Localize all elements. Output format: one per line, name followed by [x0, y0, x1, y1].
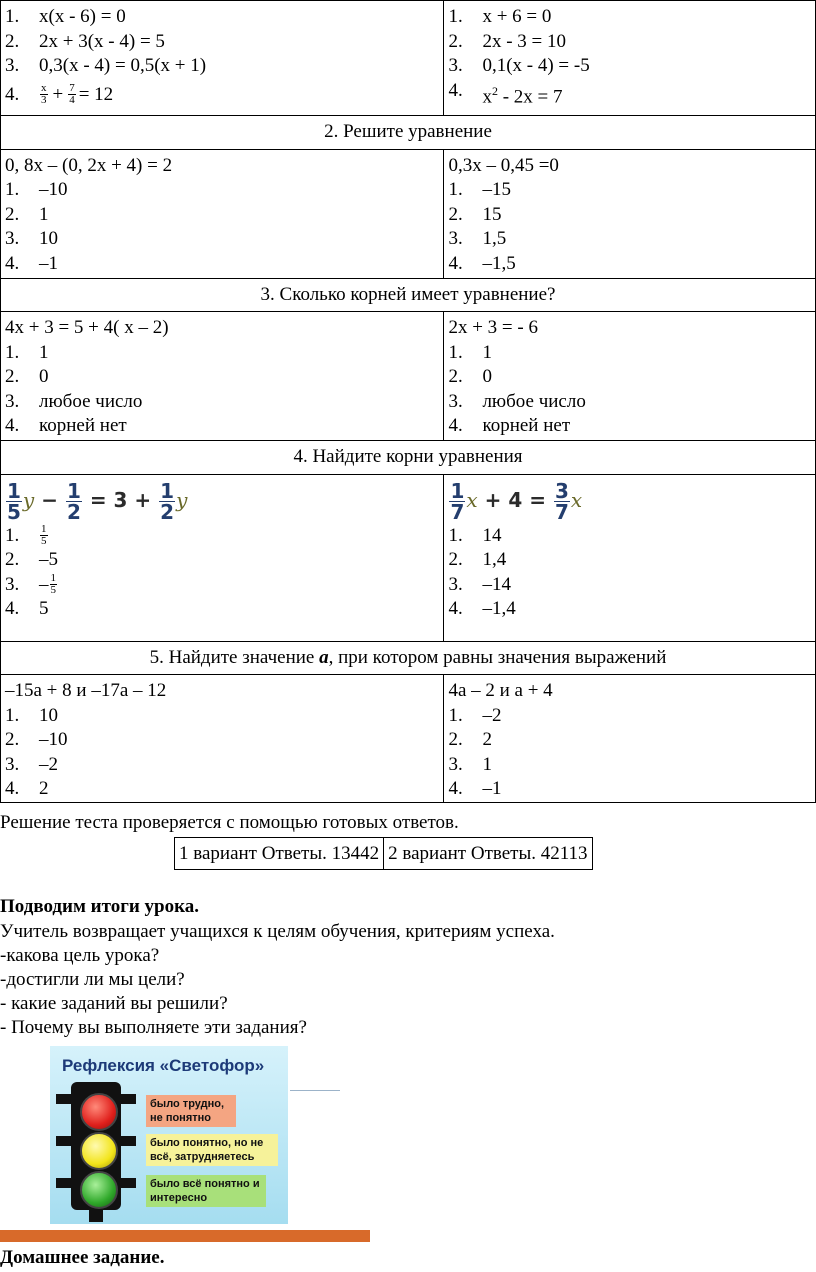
answer-variant-1: 1 вариант Ответы. 13442 — [175, 838, 384, 870]
fraction: $\frac{1}{5}$ — [50, 572, 56, 597]
list-item: 3. 0,3(x - 4) = 0,5(x + 1) — [5, 55, 207, 76]
list-item: 3. 1 — [448, 753, 492, 775]
fraction: $\frac{x}{3}$ — [41, 82, 47, 107]
equation: $\frac{1}{5}$ y − $\frac{1}{2}$ = 3 + $\frac{1}{2}$ y — [7, 478, 188, 524]
list-item: 4. 5 — [5, 598, 49, 619]
list-item: 2. 1,4 — [448, 549, 507, 570]
list-item: 3. 10 — [5, 228, 58, 249]
list-item: 4. корней нет — [448, 415, 571, 436]
list-item: 4. –1 — [448, 778, 502, 799]
q2-title: 2. Решите уравнение — [1, 116, 816, 150]
row-q5 — [1, 675, 816, 803]
q1-left — [1, 1, 444, 116]
summary-text: Учитель возвращает учащихся к целям обучения, критериям успеха. -какова цель урока? -достигли ли мы цели? - какие заданий вы решили? - Почему вы выполняете эти задания? — [0, 921, 555, 1038]
list-item: 3. 0,1(x - 4) = -5 — [448, 55, 590, 76]
list-item: 4. 2 — [5, 778, 49, 799]
list-item: 1. 1 — [5, 341, 49, 363]
label-yellow: было понятно, но не всё, затрудняетесь — [146, 1134, 278, 1166]
list-item: 1. 1 — [448, 341, 492, 363]
list-item: 3. любое число — [5, 390, 143, 412]
homework-title: Домашнее задание. — [0, 1247, 165, 1268]
yellow-light-icon — [80, 1132, 118, 1170]
list-item: 2. 1 — [5, 203, 49, 225]
list-item: 4. –1 — [5, 252, 58, 274]
q1-right — [444, 1, 816, 116]
equation: $\frac{1}{7}$ x + 4 = $\frac{3}{7}$ x — [450, 478, 583, 524]
row-q3 — [1, 312, 816, 441]
list-item: 2. 15 — [448, 203, 502, 225]
divider — [290, 1090, 340, 1091]
q4-title: 4. Найдите корни уравнения — [1, 441, 816, 475]
list-item: 1. x(x - 6) = 0 — [5, 6, 126, 27]
summary-title: Подводим итоги урока. — [0, 896, 200, 917]
list-item: 1. –15 — [448, 179, 511, 200]
q3-right: 2х + 3 = - 6 1. 1 2. 0 3. любое число 4. корней нет — [444, 312, 816, 441]
green-light-icon — [80, 1171, 118, 1209]
list-item: 3. –14 — [448, 573, 511, 595]
q2-left: 0, 8х – (0, 2х + 4) = 2 1. –10 2. 1 3. 10 4. –1 — [1, 149, 444, 278]
list-item: 1. 10 — [5, 704, 58, 726]
list-item: 3. –2 — [5, 753, 58, 775]
list-item: 2. 2 — [448, 729, 492, 750]
row-q4 — [1, 474, 816, 641]
list-item: 3. любое число — [448, 390, 586, 412]
list-item: 4. –1,5 — [448, 252, 516, 274]
list-item: 1. –2 — [448, 704, 502, 726]
list-item: 2. 2x + 3(x - 4) = 5 — [5, 30, 165, 52]
red-light-icon — [80, 1093, 118, 1131]
list-item: 1. –10 — [5, 179, 68, 200]
q4-right — [444, 474, 816, 641]
q3-title: 3. Сколько корней имеет уравнение? — [1, 278, 816, 312]
list-item: 1. 14 — [448, 524, 502, 546]
list-item: 4. корней нет — [5, 415, 127, 436]
list-item: 1. x + 6 = 0 — [448, 6, 552, 27]
row-q2 — [1, 149, 816, 278]
list-item: 2. –5 — [5, 549, 58, 570]
fraction: $\frac{1}{5}$ — [41, 523, 47, 548]
q5-right: 4а – 2 и а + 4 1. –2 2. 2 3. 1 4. –1 — [444, 675, 816, 803]
list-item: 2. 0 — [5, 366, 49, 387]
orange-divider — [0, 1230, 370, 1242]
list-item: 4. $\frac{x}{3}$ + $\frac{7}{4}$ = 12 — [5, 82, 114, 107]
q5-title: 5. Найдите значение а, при котором равны значения выражений — [1, 641, 816, 675]
answer-variant-2: 2 вариант Ответы. 42113 — [384, 838, 592, 870]
list-item: 4. –1,4 — [448, 598, 516, 619]
answers-table — [174, 837, 593, 870]
label-green: было всё понятно и интересно — [146, 1175, 266, 1207]
list-item: 2. –10 — [5, 729, 68, 750]
reflection-title: Рефлексия «Светофор» — [62, 1056, 265, 1075]
list-item: 3. – $\frac{1}{5}$ — [5, 572, 56, 597]
q4-left — [1, 474, 444, 641]
list-item: 3. 1,5 — [448, 228, 507, 249]
q3-left: 4х + 3 = 5 + 4( х – 2) 1. 1 2. 0 3. любое число 4. корней нет — [1, 312, 444, 441]
list-item: 2. 0 — [448, 366, 492, 387]
q2-right: 0,3х – 0,45 =0 1. –15 2. 15 3. 1,5 4. –1,5 — [444, 149, 816, 278]
list-item: 4. $x^2 - 2x = 7$ — [448, 79, 563, 107]
fraction: $\frac{7}{4}$ — [69, 82, 75, 107]
list-item: 2. 2x - 3 = 10 — [448, 30, 566, 52]
list-item: 1. $\frac{1}{5}$ — [5, 523, 47, 548]
check-text: Решение теста проверяется с помощью готовых ответов. — [0, 812, 459, 833]
q5-left: –15а + 8 и –17а – 12 1. 10 2. –10 3. –2 4. 2 — [1, 675, 444, 803]
label-red: было трудно, не понятно — [146, 1095, 236, 1127]
row-q1 — [1, 1, 816, 116]
